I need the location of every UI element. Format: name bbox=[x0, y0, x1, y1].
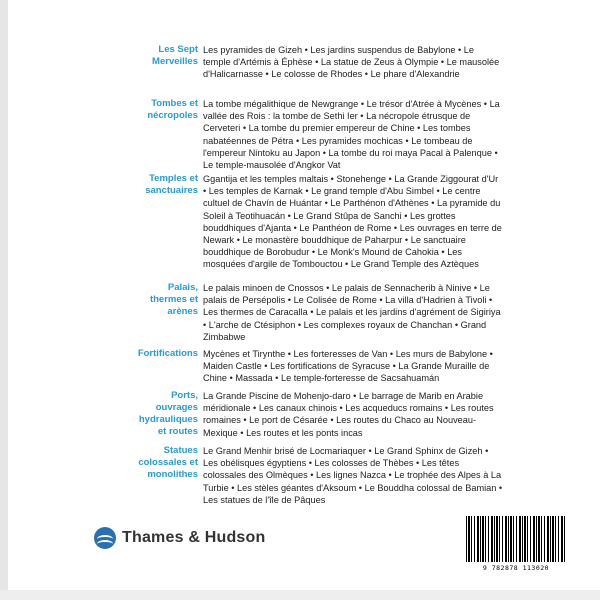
bullet-separator: • bbox=[261, 361, 271, 372]
bullet-separator: • bbox=[482, 446, 489, 456]
bullet-separator: • bbox=[237, 427, 247, 438]
section-item: Le palais de Persépolis bbox=[203, 283, 490, 306]
bottom-edge bbox=[0, 590, 600, 600]
bullet-separator: • bbox=[385, 470, 395, 481]
section-item: La statue de Zeus à Olympie bbox=[320, 57, 439, 68]
bullet-separator: • bbox=[481, 99, 490, 109]
bullet-separator: • bbox=[414, 123, 423, 134]
bullet-separator: • bbox=[402, 135, 412, 146]
bullet-separator: • bbox=[442, 403, 451, 414]
bullet-separator: • bbox=[234, 235, 243, 246]
bullet-separator: • bbox=[323, 283, 332, 293]
bullet-separator: • bbox=[228, 482, 238, 493]
publisher-name: Thames & Hudson bbox=[122, 529, 266, 546]
section-label: Palais, thermes et arènes bbox=[149, 282, 198, 317]
section-item: Les complexes royaux de Chanchan bbox=[303, 319, 453, 330]
section-item: La pyramide du Soleil à Teotihuacán bbox=[203, 198, 501, 221]
bullet-separator: • bbox=[293, 135, 302, 146]
isbn-barcode bbox=[460, 514, 572, 576]
section-item: Le Grand Stûpa de Sanchi bbox=[293, 210, 402, 221]
section-item: Les lignes Nazca bbox=[316, 470, 386, 481]
section-item: Le Grand Temple des Aztèques bbox=[350, 259, 479, 270]
bullet-separator: • bbox=[386, 174, 395, 184]
section-items bbox=[203, 44, 503, 81]
section-item: La tombe du premier empereur de Chine bbox=[248, 123, 415, 134]
bullet-separator: • bbox=[402, 235, 411, 246]
section-items bbox=[203, 348, 503, 385]
bullet-separator: • bbox=[401, 210, 411, 221]
section-item: Les ouvrages en terre de Newark bbox=[203, 222, 502, 246]
section-item: Le trésor d'Atrée à Mycènes bbox=[366, 99, 482, 109]
bullet-separator: • bbox=[428, 198, 437, 209]
section-item: Les forteresses de Van bbox=[293, 349, 388, 359]
bullet-separator: • bbox=[455, 45, 464, 55]
section-item: Le colosse de Rhodes bbox=[271, 69, 363, 80]
section-label: Fortifications bbox=[137, 348, 198, 359]
section-items bbox=[203, 282, 503, 343]
bullet-separator: • bbox=[295, 319, 304, 330]
bullet-separator: • bbox=[322, 198, 331, 209]
bullet-separator: • bbox=[362, 69, 371, 80]
publisher-dolphin-icon bbox=[94, 527, 116, 549]
bullet-separator: • bbox=[387, 349, 396, 359]
section-item: Le port de Césarée bbox=[249, 415, 328, 426]
bullet-separator: • bbox=[291, 222, 300, 233]
bullet-separator: • bbox=[306, 458, 315, 469]
section-item: Le monastère bouddhique de Paharpur bbox=[242, 235, 403, 246]
section-item: L'arche de Ctésiphon bbox=[208, 319, 296, 330]
section-item: La tombe du roi maya Pacal à Palenque bbox=[328, 147, 492, 158]
bullet-separator: • bbox=[272, 373, 281, 384]
section-item: Les murs de Babylone bbox=[395, 349, 488, 359]
bullet-separator: • bbox=[491, 147, 498, 158]
bullet-separator: • bbox=[413, 458, 422, 469]
bullet-separator: • bbox=[240, 415, 250, 426]
bullet-separator: • bbox=[302, 186, 312, 197]
section-item: La Grande Ziggourat d'Ur bbox=[394, 174, 499, 184]
bullet-separator: • bbox=[433, 186, 443, 197]
section-item: Le Colisée de Rome bbox=[293, 295, 377, 306]
section-item: Le palais de Sennacherib à Ninive bbox=[331, 283, 472, 293]
section-item: Les routes et les ponts incas bbox=[246, 427, 363, 438]
bullet-separator: • bbox=[376, 295, 386, 306]
section-item: Stonehenge bbox=[336, 174, 386, 184]
bullet-separator: • bbox=[203, 319, 209, 330]
section-item: Les pyramides de Gizeh bbox=[203, 45, 303, 55]
back-cover bbox=[8, 0, 600, 600]
bullet-separator: • bbox=[203, 186, 209, 197]
bullet-separator: • bbox=[250, 403, 259, 414]
section-item: Le palais minoen de Cnossos bbox=[203, 283, 324, 293]
section-item: Les temples de Karnak bbox=[208, 186, 303, 197]
section-item: Le centre cultuel de Chavín de Huántar bbox=[203, 186, 481, 209]
section-item: Le Panthéon de Rome bbox=[299, 222, 392, 233]
section-item: Le grand temple d'Abu Simbel bbox=[311, 186, 434, 197]
section-item: Le barrage de Marib en Arabie méridionale bbox=[203, 391, 484, 414]
bullet-separator: • bbox=[336, 403, 346, 414]
section-item: Le trophée des Alpes à La Turbie bbox=[203, 470, 502, 493]
section-item: Les obélisques égyptiens bbox=[203, 458, 307, 469]
section-item: Les têtes colossales des Olmèques bbox=[203, 458, 460, 481]
section-label: Temples et sanctuaires bbox=[145, 173, 198, 196]
section-items bbox=[203, 98, 503, 171]
section-item: Maiden Castle bbox=[203, 361, 262, 372]
bullet-separator: • bbox=[327, 415, 337, 426]
section-item: Le temple d'Artémis à Éphèse bbox=[203, 45, 475, 68]
section-item: Les grottes bouddhiques d'Ajanta bbox=[203, 210, 456, 233]
section-item: Massada bbox=[235, 373, 273, 384]
section-item: Les jardins suspendus de Babylone bbox=[310, 45, 456, 55]
bullet-separator: • bbox=[471, 283, 480, 293]
section-item: Le Monk's Mound de Cahokia bbox=[317, 247, 439, 258]
section-item: La Grande Muraille de Chine bbox=[203, 361, 490, 384]
bullet-separator: • bbox=[227, 373, 236, 384]
section-item: Les routes du Chaco au Nouveau-Mexique bbox=[203, 415, 477, 438]
section-item: La Grande Piscine de Mohenjo-daro bbox=[203, 391, 351, 401]
section-item: Les tombes nabatéennes de Pétra bbox=[203, 123, 471, 146]
bullet-separator: • bbox=[438, 57, 447, 68]
section-item: Les fortifications de Syracuse bbox=[270, 361, 391, 372]
section-item: Les canaux chinois bbox=[258, 403, 337, 414]
section-label: Les Sept Merveilles bbox=[152, 44, 198, 67]
bullet-separator: • bbox=[487, 349, 493, 359]
bullet-separator: • bbox=[285, 349, 294, 359]
bullet-separator: • bbox=[312, 57, 321, 68]
section-item: Les mosquées d'argile de Tombouctou bbox=[203, 247, 463, 270]
section-item: Les acqueducs romains bbox=[345, 403, 443, 414]
section-item: Les colosses de Thèbes bbox=[314, 458, 414, 469]
section-label: Ports, ouvrages hydrauliques et routes bbox=[138, 390, 198, 437]
section-items bbox=[203, 173, 503, 271]
bullet-separator: • bbox=[262, 69, 272, 80]
barcode-number: 9 782878 113020 bbox=[482, 564, 550, 572]
bullet-separator: • bbox=[391, 222, 400, 233]
bullet-separator: • bbox=[358, 99, 367, 109]
barcode-icon bbox=[466, 516, 566, 562]
publisher-logo bbox=[94, 525, 265, 551]
section-item: La nécropole étrusque de Cerveteri bbox=[203, 111, 471, 134]
section-label: Tombes et nécropoles bbox=[147, 98, 198, 121]
bullet-separator: • bbox=[486, 295, 493, 306]
section-label: Statues colossales et monolithes bbox=[138, 445, 198, 480]
section-item: Le palais et les jardins d'agrément de Sigiriya bbox=[316, 307, 501, 318]
bullet-separator: • bbox=[285, 295, 294, 306]
bullet-separator: • bbox=[307, 470, 317, 481]
bullet-separator: • bbox=[342, 259, 351, 270]
section-item: La villa d'Hadrien à Tivoli bbox=[385, 295, 487, 306]
section-item: Les routes romaines bbox=[203, 403, 494, 426]
bullet-separator: • bbox=[307, 307, 317, 318]
bullet-separator: • bbox=[240, 123, 249, 134]
section-item: Grand Zimbabwe bbox=[203, 319, 487, 342]
bullet-separator: • bbox=[365, 446, 375, 456]
section-item: Le temple-forteresse de Sacsahuamán bbox=[280, 373, 440, 384]
section-item: Les pyramides mochicas bbox=[301, 135, 403, 146]
section-item: Les statues de l'île de Pâques bbox=[203, 494, 326, 505]
bullet-separator: • bbox=[285, 210, 294, 221]
bullet-separator: • bbox=[452, 319, 461, 330]
section-items bbox=[203, 390, 503, 439]
bullet-separator: • bbox=[350, 391, 359, 401]
section-item: Le Bouddha colossal de Bamian bbox=[364, 482, 497, 493]
section-item: Le mausolée d'Halicarnasse bbox=[203, 57, 500, 80]
section-item: La vallée des Rois : la tombe de Sethi Ier bbox=[203, 99, 500, 122]
bullet-separator: • bbox=[309, 247, 318, 258]
bullet-separator: • bbox=[357, 111, 367, 122]
bullet-separator: • bbox=[390, 361, 399, 372]
section-item: Mycènes et Tirynthe bbox=[203, 349, 286, 359]
section-item: Le Parthénon d'Athènes bbox=[330, 198, 429, 209]
section-item: Ggantija et les temples maltais bbox=[203, 174, 329, 184]
bullet-separator: • bbox=[302, 45, 311, 55]
section-item: Le Grand Sphinx de Gizeh bbox=[374, 446, 483, 456]
bullet-separator: • bbox=[328, 174, 337, 184]
section-item: Les stèles géantes d'Aksoum bbox=[237, 482, 357, 493]
section-item: Le temple-mausolée d'Angkor Vat bbox=[203, 160, 341, 171]
section-item: Le Grand Menhir brisé de Locmariaquer bbox=[203, 446, 366, 456]
section-item: Les thermes de Caracalla bbox=[203, 307, 308, 318]
section-item: Le phare d'Alexandrie bbox=[370, 69, 460, 80]
bullet-separator: • bbox=[438, 247, 448, 258]
bullet-separator: • bbox=[356, 482, 365, 493]
section-items bbox=[203, 445, 503, 506]
section-item: Le tombeau de l'empereur Nintoku au Japon bbox=[203, 135, 473, 158]
section-item: Le sanctuaire bouddhique de Borobudur bbox=[203, 235, 466, 258]
bullet-separator: • bbox=[496, 482, 503, 493]
bullet-separator: • bbox=[320, 147, 329, 158]
section-item: La tombe mégalithique de Newgrange bbox=[203, 99, 359, 109]
